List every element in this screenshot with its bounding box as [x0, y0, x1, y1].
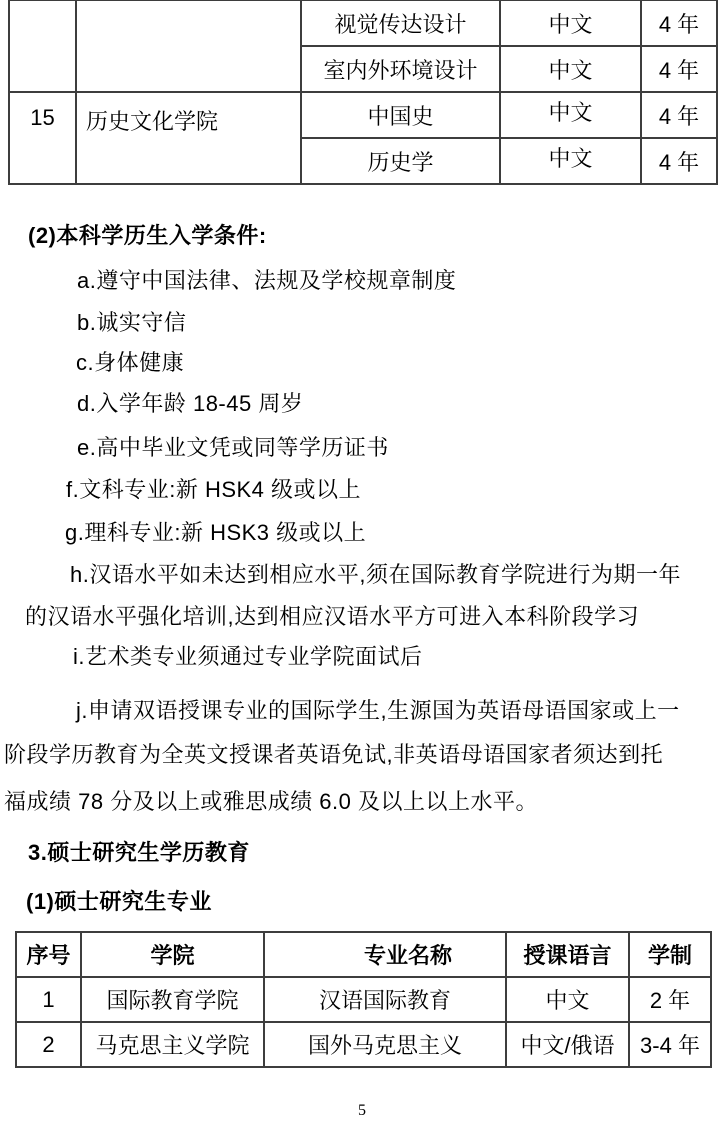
- cell-language: 中文/俄语: [506, 1022, 629, 1067]
- cell-college: [76, 0, 301, 92]
- condition-item-a: a.遵守中国法律、法规及学校规章制度: [77, 268, 457, 293]
- page-number: 5: [358, 1102, 366, 1119]
- cell-major-name: 室内外环境设计: [301, 46, 500, 92]
- cell-duration: 4 年: [641, 138, 717, 184]
- cell-major-name: 中国史: [301, 92, 500, 138]
- condition-item-f: f.文科专业:新 HSK4 级或以上: [66, 477, 362, 502]
- cell-row-number: [9, 0, 76, 92]
- condition-item-j-cont-2: 福成绩 78 分及以上或雅思成绩 6.0 及以上以上水平。: [4, 789, 539, 814]
- cell-row-number: 2: [16, 1022, 81, 1067]
- header-college: 学院: [81, 932, 264, 977]
- undergrad-majors-table: [8, 0, 718, 185]
- cell-language: 中文: [500, 0, 641, 46]
- condition-item-d: d.入学年龄 18-45 周岁: [77, 391, 304, 416]
- cell-language: 中文: [500, 92, 641, 138]
- cell-college: 马克思主义学院: [81, 1022, 264, 1067]
- heading-undergrad-conditions: (2)本科学历生入学条件:: [28, 223, 267, 248]
- table-row: [9, 92, 717, 138]
- cell-duration: 4 年: [641, 92, 717, 138]
- cell-major-name: 历史学: [301, 138, 500, 184]
- cell-duration: 3-4 年: [629, 1022, 711, 1067]
- cell-language: 中文: [500, 138, 641, 184]
- cell-duration: 4 年: [641, 46, 717, 92]
- table-row: [16, 1022, 711, 1067]
- table-row: [16, 977, 711, 1022]
- table-row: [9, 0, 717, 46]
- cell-duration: 2 年: [629, 977, 711, 1022]
- cell-row-number: 15: [9, 92, 76, 184]
- heading-master-majors: (1)硕士研究生专业: [26, 889, 212, 914]
- cell-row-number: 1: [16, 977, 81, 1022]
- condition-item-j-cont-1: 阶段学历教育为全英文授课者英语免试,非英语母语国家者须达到托: [4, 742, 664, 767]
- cell-major-name: 汉语国际教育: [264, 977, 506, 1022]
- cell-college: 历史文化学院: [76, 92, 301, 184]
- cell-language: 中文: [500, 46, 641, 92]
- condition-item-g: g.理科专业:新 HSK3 级或以上: [65, 520, 367, 545]
- header-major-name: 专业名称: [264, 932, 506, 977]
- cell-college: 国际教育学院: [81, 977, 264, 1022]
- condition-item-c: c.身体健康: [76, 350, 185, 375]
- heading-master-education: 3.硕士研究生学历教育: [28, 840, 250, 865]
- condition-item-j: j.申请双语授课专业的国际学生,生源国为英语母语国家或上一: [76, 698, 680, 723]
- cell-major-name: 视觉传达设计: [301, 0, 500, 46]
- header-index: 序号: [16, 932, 81, 977]
- cell-language: 中文: [506, 977, 629, 1022]
- condition-item-h-cont: 的汉语水平强化培训,达到相应汉语水平方可进入本科阶段学习: [25, 604, 640, 629]
- table-header-row: [16, 932, 711, 977]
- condition-item-h: h.汉语水平如未达到相应水平,须在国际教育学院进行为期一年: [70, 562, 681, 587]
- master-majors-table: [15, 931, 712, 1068]
- condition-item-e: e.高中毕业文凭或同等学历证书: [77, 435, 389, 460]
- header-language: 授课语言: [506, 932, 629, 977]
- cell-major-name: 国外马克思主义: [264, 1022, 506, 1067]
- cell-duration: 4 年: [641, 0, 717, 46]
- condition-item-b: b.诚实守信: [77, 310, 187, 335]
- header-duration: 学制: [629, 932, 711, 977]
- condition-item-i: i.艺术类专业须通过专业学院面试后: [73, 644, 423, 669]
